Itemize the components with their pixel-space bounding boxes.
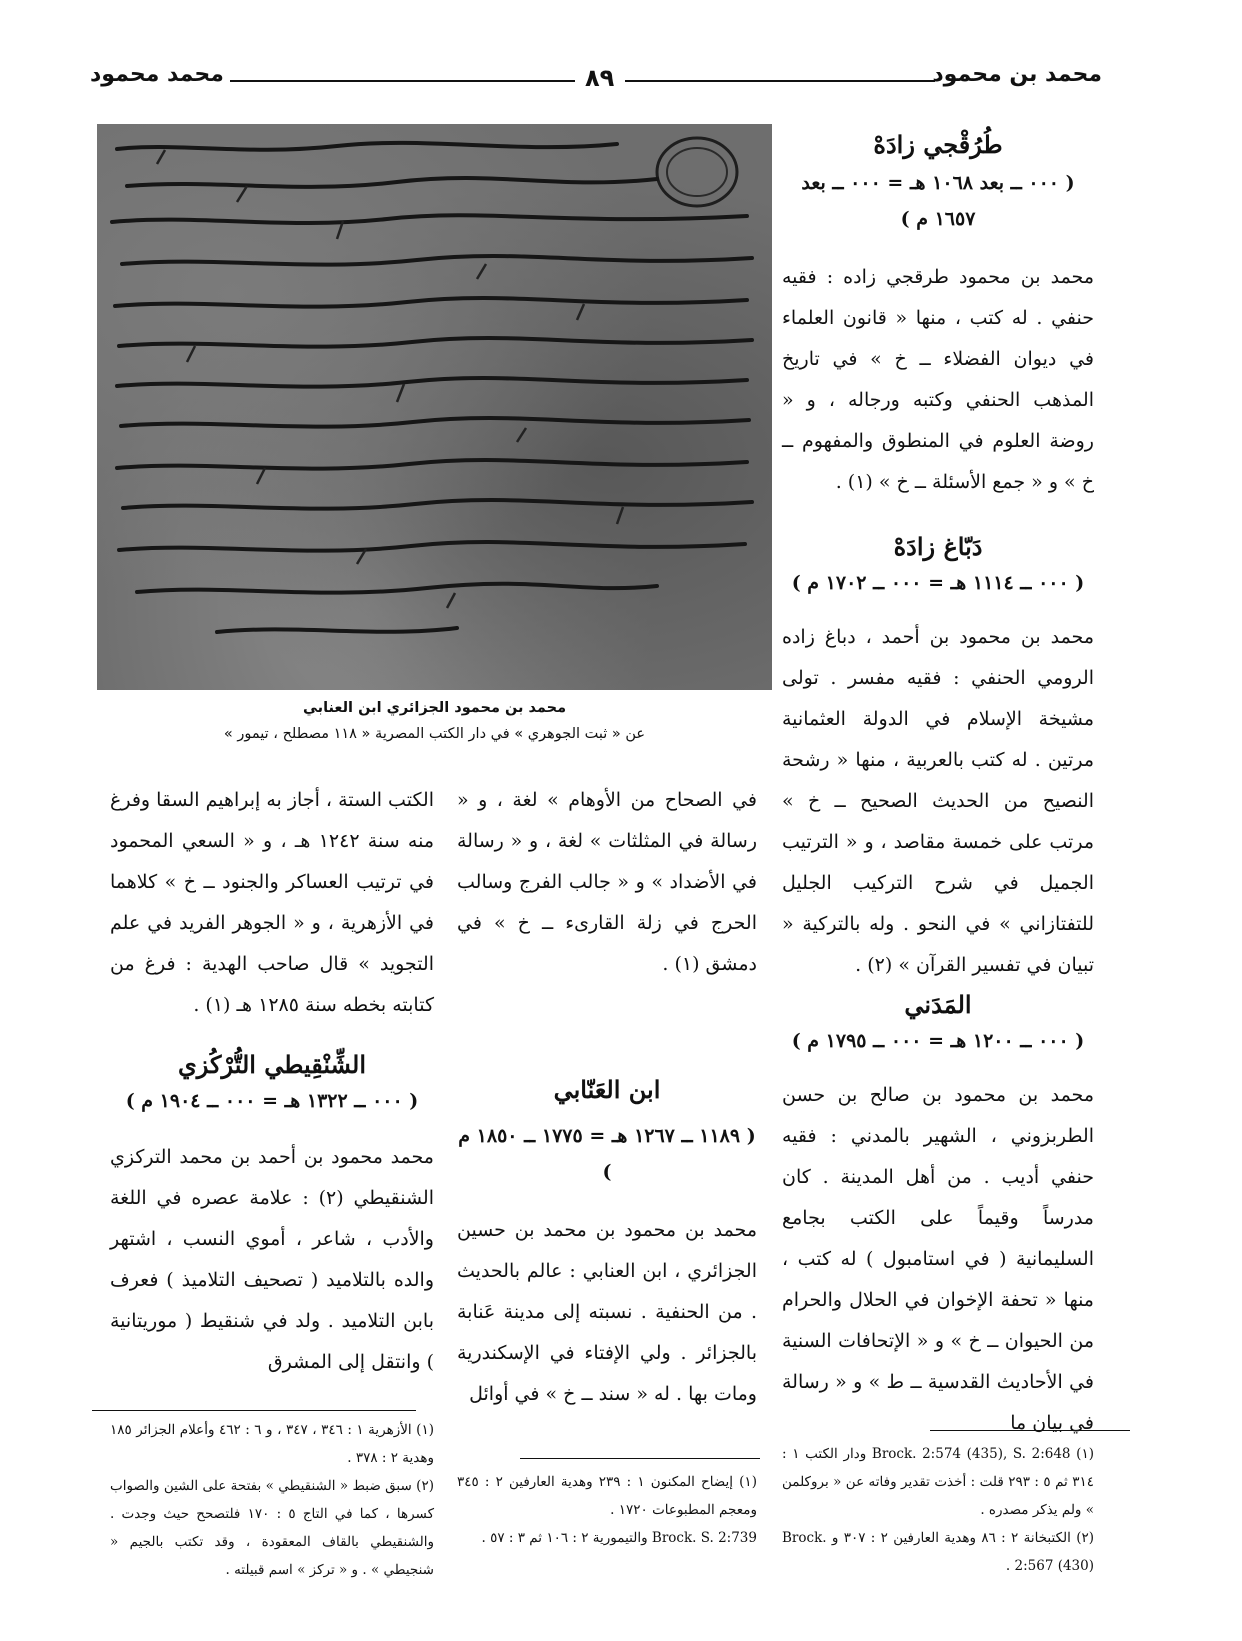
entry-title: الشِّنْقِيطي التُّرْكُزي xyxy=(178,1050,366,1079)
entry-title: دَبّاغ زادَهْ xyxy=(893,532,983,561)
entry-annabi xyxy=(457,1075,757,1415)
entry-turqji xyxy=(782,130,1094,503)
entry-shinqiti xyxy=(110,1050,434,1383)
entry-dates: ( ٠٠٠ ــ ١٢٠٠ هـ = ٠٠٠ ــ ١٧٩٥ م ) xyxy=(791,1030,1085,1052)
footnote-rule-right xyxy=(930,1430,1130,1431)
manuscript-script-strokes xyxy=(97,124,772,690)
header-rule-left xyxy=(230,80,575,82)
entry-dates: ( ٠٠٠ ــ ١٣٢٢ هـ = ٠٠٠ ــ ١٩٠٤ م ) xyxy=(125,1090,419,1112)
entry-dabbagh xyxy=(782,532,1094,986)
entry-madani xyxy=(782,990,1094,1444)
footnote: (١) إيضاح المكنون ١ : ٢٣٩ وهدية العارفين ٢ : ٣٤٥ ومعجم المطبوعات ١٧٢٠ . xyxy=(457,1474,757,1518)
image-caption-line2: عن « ثبت الجوهري » في دار الكتب المصرية « ١١٨ مصطلح ، تيمور » xyxy=(223,726,646,742)
entry-text: في الصحاح من الأوهام » لغة ، و « رسالة في المثلثات » لغة ، و « رسالة في الأضداد » و « جالب الفرج وسالب الحرج في زلة القارىء ــ خ » في دمشق (١) . xyxy=(457,789,757,975)
entry-annabi-continuation xyxy=(110,780,434,1026)
entry-text: محمد محمود بن أحمد بن محمد التركزي الشنقيطي (٢) : علامة عصره في اللغة والأدب ، شاعر ، أموي النسب ، اشتهر والده بالتلاميد ( تصحيف التلاميذ ) فعرف بابن التلاميد . ولد في شنقيط ( موريتانية ) وانتقل إلى المشرق xyxy=(110,1146,434,1373)
header-rule-right xyxy=(625,80,935,82)
entry-text: محمد بن محمود طرقجي زاده : فقيه حنفي . له كتب ، منها « قانون العلماء في ديوان الفضلاء ــ خ » في تاريخ المذهب الحنفي وكتبه ورجاله ، و « روضة العلوم في المنطوق والمفهوم ــ خ » و « جمع الأسئلة ــ خ » (١) . xyxy=(782,266,1094,493)
entry-madani-continuation xyxy=(457,780,757,985)
footnote-rule-left xyxy=(92,1410,416,1411)
entry-title: المَدَني xyxy=(904,990,972,1019)
entry-dates-line1: ( ٠٠٠ ــ بعد ١٠٦٨ هـ = ٠٠٠ ــ بعد xyxy=(801,172,1075,194)
entry-dates: ( ٠٠٠ ــ ١١١٤ هـ = ٠٠٠ ــ ١٧٠٢ م ) xyxy=(791,572,1085,594)
running-header-left: محمد محمود xyxy=(90,62,224,87)
entry-title: طُرُقْجي زادَهْ xyxy=(873,130,1003,159)
footnote: Brock. S. 2:739 والتيمورية ٢ : ١٠٦ ثم ٣ : ٥٧ . xyxy=(481,1530,757,1546)
image-caption-line1: محمد بن محمود الجزائري ابن العنابي xyxy=(302,700,567,716)
entry-text: محمد بن محمود بن أحمد ، دباغ زاده الرومي الحنفي : فقيه مفسر . تولى مشيخة الإسلام في الدولة العثمانية مرتين . له كتب بالعربية ، منها « رشحة النصيح من الحديث الصحيح ــ خ » مرتب على خمسة مقاصد ، و « الترتيب الجميل في شرح التركيب الجليل للتفتازاني » في النحو . وله بالتركية « تبيان في تفسير القرآن » (٢) . xyxy=(782,626,1094,976)
entry-text: الكتب الستة ، أجاز به إبراهيم السقا وفرغ منه سنة ١٢٤٢ هـ ، و « السعي المحمود في ترتيب العساكر والجنود ــ خ » كلاهما في الأزهرية ، و « الجوهر الفريد في علم التجويد » قال صاحب الهدية : فرغ من كتابته بخطه سنة ١٢٨٥ هـ (١) . xyxy=(110,789,434,1016)
running-header-right: محمد بن محمود xyxy=(932,62,1102,87)
manuscript-image xyxy=(97,124,772,690)
footnotes-middle xyxy=(457,1468,757,1552)
entry-title: ابن العَنّابي xyxy=(553,1075,661,1104)
footnotes-right xyxy=(782,1440,1094,1580)
footnote-rule-middle xyxy=(520,1458,760,1459)
footnote: (١) Brock. 2:574 (435), S. 2:648 ودار الكتب ١ : ٣١٤ ثم ٥ : ٢٩٣ قلت : أخذت تقدير وفاته عن « بروكلمن » ولم يذكر مصدره . xyxy=(782,1446,1095,1518)
footnote: (١) الأزهرية ١ : ٣٤٦ ، ٣٤٧ ، و ٦ : ٤٦٢ وأعلام الجزائر ١٨٥ وهدية ٢ : ٣٧٨ . xyxy=(110,1422,434,1466)
entry-text: محمد بن محمود بن صالح بن حسن الطربزوني ، الشهير بالمدني : فقيه حنفي أديب . من أهل المدينة . كان مدرساً وقيماً على الكتب بجامع السليمانية ( في استامبول ) له كتب ، منها « تحفة الإخوان في الحلال والحرام من الحيوان ــ خ » و « الإتحافات السنية في الأحاديث القدسية ــ ط » و « رسالة في بيان ما xyxy=(782,1084,1094,1434)
entry-dates-line2: ١٦٥٧ م ) xyxy=(900,208,976,230)
entry-text: محمد بن محمود بن محمد بن حسين الجزائري ، ابن العنابي : عالم بالحديث . من الحنفية . نسبته إلى مدينة عَنابة بالجزائر . ولي الإفتاء في الإسكندرية ومات بها . له « سند ــ خ » في أوائل xyxy=(457,1219,757,1405)
footnotes-left xyxy=(110,1416,434,1584)
footnote: (٢) الكتبخانة ٢ : ٨٦ وهدية العارفين ٢ : ٣٠٧ و Brock. 2:567 (430) . xyxy=(782,1530,1095,1574)
footnote: (٢) سبق ضبط « الشنقيطي » بفتحة على الشين والصواب كسرها ، كما في التاج ٥ : ١٧٠ فلتصحح حيث وجدت . والشنقيطي بالقاف المعقودة ، وقد تكتب بالجيم « شنجيطي » . و « تركز » اسم قبيلته . xyxy=(110,1478,435,1578)
entry-dates: ( ١١٨٩ ــ ١٢٦٧ هـ = ١٧٧٥ ــ ١٨٥٠ م ) xyxy=(458,1125,756,1183)
page-number: ٨٩ xyxy=(585,64,615,92)
